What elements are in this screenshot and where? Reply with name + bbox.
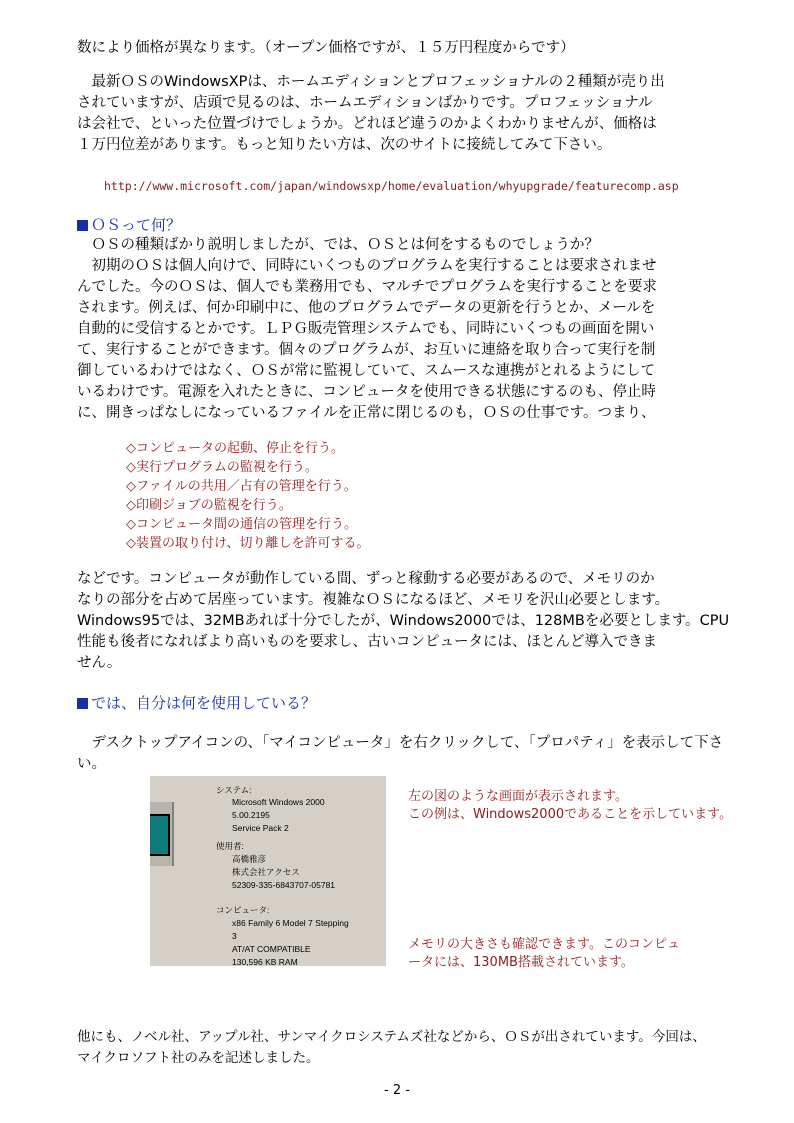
paragraph-line: は会社で、といった位置づけでしょうか。どれほど違うのかよくわかりませんが、価格は bbox=[77, 116, 657, 132]
memory-note bbox=[408, 936, 680, 972]
paragraph-line: 御しているわけではなく、ＯＳが常に監視していて、スムースな連携がとれるようにして bbox=[77, 363, 655, 379]
system-label: システム: bbox=[216, 785, 252, 795]
paragraph-line: Windows95では、32MBあれば十分でしたが、Windows2000では、128MBを必要とします。CPU bbox=[77, 613, 730, 629]
memory-paragraph bbox=[77, 569, 757, 674]
list-item: ◇実行プログラムの監視を行う。 bbox=[126, 460, 318, 475]
os-name: Microsoft Windows 2000 bbox=[232, 797, 325, 807]
note-line: 左の図のような画面が表示されます。 bbox=[408, 789, 628, 804]
square-bullet-icon bbox=[77, 220, 88, 231]
paragraph-line: マイクロソフト社のみを記述しました。 bbox=[77, 1050, 320, 1066]
winxp-paragraph bbox=[77, 72, 757, 156]
paragraph-line: 他にも、ノベル社、アップル社、サンマイクロシステムズ社などから、ＯＳが出されています。今回は、 bbox=[77, 1029, 706, 1045]
instruction-paragraph bbox=[77, 733, 757, 775]
computer-label: コンピュータ: bbox=[216, 905, 270, 915]
paragraph-line: 初期のＯＳは個人向けで、同時にいくつものプログラムを実行することは要求されませ bbox=[77, 258, 657, 274]
paragraph-line: 性能も後者になればより高いものを要求し、古いコンピュータには、ほとんど導入できま bbox=[77, 634, 657, 650]
os-explanation-paragraph bbox=[77, 235, 757, 424]
section-heading-text: ＯＳって何？ bbox=[91, 216, 182, 234]
closing-paragraph bbox=[77, 1027, 757, 1069]
paragraph-line: されていますが、店頭で見るのは、ホームエディションばかりです。プロフェッショナル bbox=[77, 95, 653, 111]
os-functions-list bbox=[126, 439, 369, 553]
screenshot-note bbox=[408, 788, 732, 824]
page-number: - 2 - bbox=[384, 1083, 410, 1098]
section-heading-os bbox=[77, 214, 181, 235]
paragraph-line: ＯＳの種類ばかり説明しましたが、では、ＯＳとは何をするものでしょうか？ bbox=[77, 237, 599, 253]
list-item: ◇装置の取り付け、切り離しを許可する。 bbox=[126, 536, 370, 551]
paragraph-line: い。 bbox=[77, 756, 106, 772]
system-properties-screenshot bbox=[150, 776, 386, 966]
paragraph-line: んでした。今のＯＳは、個人でも業務用でも、マルチでプログラムを実行することを要求 bbox=[77, 279, 657, 295]
list-item: ◇コンピュータ間の通信の管理を行う。 bbox=[126, 517, 357, 532]
paragraph-line: １万円位差があります。もっと知りたい方は、次のサイトに接続してみて下さい。 bbox=[77, 137, 612, 153]
cpu-info: x86 Family 6 Model 7 Stepping bbox=[232, 918, 349, 928]
os-version: 5.00.2195 bbox=[232, 810, 270, 820]
cpu-stepping: 3 bbox=[232, 931, 237, 941]
service-pack: Service Pack 2 bbox=[232, 823, 289, 833]
section-heading-text: では、自分は何を使用している？ bbox=[91, 694, 317, 712]
list-item: ◇印刷ジョブの監視を行う。 bbox=[126, 498, 292, 513]
paragraph-line: デスクトップアイコンの、「マイコンピュータ」を右クリックして、「プロパティ」を表示して下さ bbox=[77, 735, 724, 751]
note-line: この例は、Windows2000であることを示しています。 bbox=[408, 807, 733, 822]
intro-line: 数により価格が異なります。（オープン価格ですが、１５万円程度からです） bbox=[77, 40, 575, 56]
user-label: 使用者: bbox=[216, 841, 244, 851]
section-heading-which-os bbox=[77, 692, 316, 713]
note-line: ータには、130MB搭載されています。 bbox=[408, 955, 634, 970]
square-bullet-icon bbox=[77, 698, 88, 709]
paragraph-line: いるわけです。電源を入れたときに、コンピュータを使用できる状態にするのも、停止時 bbox=[77, 384, 656, 400]
paragraph-line: なりの部分を占めて居座っています。複雑なＯＳになるほど、メモリを沢山必要とします。 bbox=[77, 592, 670, 608]
paragraph-line: 最新ＯＳのWindowsXPは、ホームエディションとプロフェッショナルの２種類が売り出 bbox=[77, 74, 665, 90]
paragraph-line: などです。コンピュータが動作している間、ずっと稼動する必要があるので、メモリのか bbox=[77, 571, 655, 587]
paragraph-line: 自動的に受信するとかです。ＬＰＧ販売管理システムでも、同時にいくつもの画面を開い bbox=[77, 321, 655, 337]
list-item: ◇ファイルの共用／占有の管理を行う。 bbox=[126, 479, 357, 494]
user-name: 高橋雅彦 bbox=[232, 854, 267, 864]
microsoft-url[interactable]: http://www.microsoft.com/japan/windowsxp/home/evaluation/whyupgrade/featurecomp.asp bbox=[104, 179, 679, 193]
note-line: メモリの大きさも確認できます。このコンピュ bbox=[408, 937, 680, 952]
company-name: 株式会社アクセス bbox=[232, 867, 300, 877]
list-item: ◇コンピュータの起動、停止を行う。 bbox=[126, 441, 344, 456]
paragraph-line: されます。例えば、何か印刷中に、他のプログラムでデータの更新を行うとか、メールを bbox=[77, 300, 656, 316]
ram-amount: 130,596 KB RAM bbox=[232, 957, 298, 966]
paragraph-line: に、開きっぱなしになっているファイルを正常に閉じるのも，ＯＳの仕事です。つまり、 bbox=[77, 405, 656, 421]
product-id: 52309-335-6843707-05781 bbox=[232, 880, 336, 890]
paragraph-line: せん。 bbox=[77, 655, 122, 671]
computer-monitor-icon bbox=[150, 802, 174, 866]
machine-type: AT/AT COMPATIBLE bbox=[232, 944, 311, 954]
paragraph-line: て、実行することができます。個々のプログラムが、お互いに連絡を取り合って実行を制 bbox=[77, 342, 656, 358]
